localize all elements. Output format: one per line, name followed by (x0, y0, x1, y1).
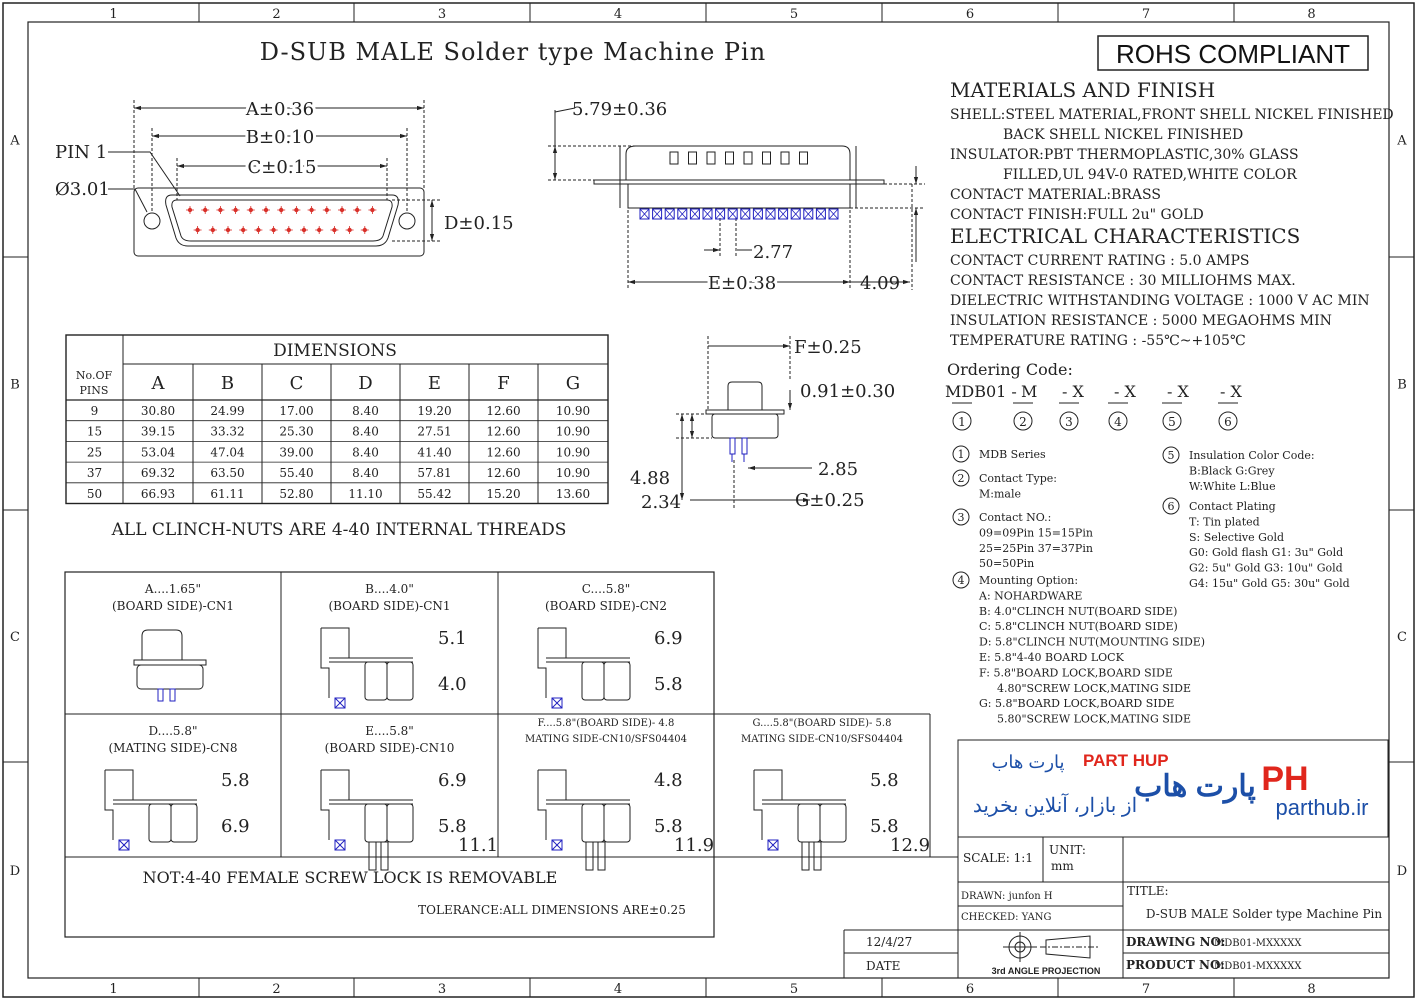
grid-col-bottom: 1 (109, 982, 118, 997)
code-part: - X (1167, 382, 1189, 401)
column-header: E (427, 373, 442, 394)
site-url: parthub.ir (1275, 795, 1369, 820)
option-num: 2 (957, 472, 965, 485)
table-cell: 8.40 (352, 466, 379, 481)
table-cell: 24.99 (210, 404, 245, 418)
grid-row-left: D (9, 864, 21, 879)
table-cell: 11.10 (348, 486, 383, 501)
option-dim: 4.0 (438, 674, 467, 695)
logo-fa: پارت هاب (1134, 770, 1256, 803)
option-sketch (754, 770, 846, 870)
grid-col-top: 1 (109, 7, 118, 22)
code-circle-num: 1 (958, 415, 966, 429)
option-line: E: 5.8"4-40 BOARD LOCK (979, 651, 1124, 664)
code-circle-num: 5 (1168, 415, 1176, 429)
table-cell: 25.30 (279, 424, 314, 439)
option-dim: 6.9 (438, 770, 467, 791)
rohs-label: ROHS COMPLIANT (1115, 39, 1351, 69)
mount-hole-left (144, 213, 160, 229)
table-cell: 69.32 (140, 466, 176, 481)
table-cell: 10.90 (555, 404, 591, 418)
table-cell: 9 (90, 404, 99, 418)
profile-flange (706, 410, 784, 414)
option-line: G2: 5u" Gold G3: 10u" Gold (1189, 561, 1343, 575)
option-line: Contact NO.: (979, 511, 1052, 524)
materials-line: FILLED,UL 94V-0 RATED,WHITE COLOR (1003, 167, 1297, 183)
table-cell: 63.50 (210, 466, 245, 481)
insulator-window (726, 152, 734, 164)
option-dim: 5.8 (870, 816, 899, 837)
materials-line: CONTACT MATERIAL:BRASS (950, 187, 1161, 203)
grid-row-left: C (10, 630, 20, 645)
brand-fa: پارت هاب (991, 752, 1065, 772)
table-cell: 8.40 (352, 424, 379, 439)
electrical-line: TEMPERATURE RATING : -55℃~+105℃ (950, 333, 1246, 349)
option-line: Contact Type: (979, 472, 1057, 485)
option-dim: 12.9 (890, 835, 931, 856)
table-cell: 39.00 (279, 445, 314, 460)
code-part: - X (1220, 382, 1242, 401)
option-sketch (321, 770, 413, 870)
product-no-label: PRODUCT NO: (1126, 958, 1225, 972)
column-header: A (151, 373, 165, 394)
option-subtitle: (BOARD SIDE)-CN10 (324, 741, 455, 755)
option-line: 5.80"SCREW LOCK,MATING SIDE (997, 712, 1191, 726)
option-line: MDB Series (979, 448, 1046, 461)
grid-col-bottom: 4 (613, 982, 623, 997)
ordering-options-right (1163, 447, 1350, 590)
insulator-window (763, 152, 771, 164)
table-cell: 13.60 (555, 486, 591, 501)
pins-header: No.OF (75, 369, 113, 382)
drawing-no: MDB01-MXXXXX (1214, 938, 1302, 949)
table-cell: 12.60 (486, 466, 521, 481)
dim-d-label: D±0.15 (444, 213, 514, 234)
option-line: 4.80"SCREW LOCK,MATING SIDE (997, 681, 1191, 695)
option-num: 5 (1167, 449, 1175, 462)
option-num: 6 (1167, 500, 1175, 513)
table-cell: 10.90 (555, 466, 591, 481)
option-title: D....5.8" (148, 724, 198, 738)
grid-row-left: B (10, 377, 20, 393)
option-dim: 11.1 (458, 835, 499, 856)
option-line: B:Black G:Grey (1189, 464, 1275, 478)
code-circle-num: 4 (1114, 415, 1122, 429)
option-dim: 5.8 (870, 770, 899, 791)
option-subtitle: MATING SIDE-CN10/SFS04404 (524, 734, 688, 745)
grid-col-bottom: 6 (965, 982, 975, 997)
grid-row-right: A (1397, 133, 1407, 149)
dim-234-label: 2.34 (641, 492, 682, 513)
grid-row-right: D (1396, 864, 1408, 879)
grid-row-left: A (10, 133, 20, 149)
code-part: - X (1114, 382, 1136, 401)
option-line: S: Selective Gold (1189, 530, 1285, 544)
dim-c-label: C±0.15 (247, 157, 317, 178)
option-line: T: Tin plated (1189, 515, 1260, 529)
option-line: G: 5.8"BOARD LOCK,BOARD SIDE (979, 697, 1175, 711)
table-cell: 19.20 (417, 404, 452, 418)
materials-line: SHELL:STEEL MATERIAL,FRONT SHELL NICKEL FINISHED (950, 107, 1394, 123)
code-part: MDB01 - (945, 382, 1017, 401)
insulator-window (800, 152, 808, 164)
electrical-line: CONTACT CURRENT RATING : 5.0 AMPS (950, 253, 1250, 269)
table-cell: 10.90 (555, 424, 591, 439)
table-cell: 10.90 (555, 445, 591, 460)
side-view (548, 108, 925, 290)
option-line: Insulation Color Code: (1189, 449, 1315, 462)
table-cell: 30.80 (140, 404, 176, 418)
option-line: C: 5.8"CLINCH NUT(BOARD SIDE) (979, 620, 1178, 634)
option-subtitle: (BOARD SIDE)-CN1 (328, 599, 451, 613)
insulator-window (781, 152, 789, 164)
projection-label: 3rd ANGLE PROJECTION (991, 966, 1101, 976)
grid-row-right: C (1397, 630, 1407, 645)
clinch-note: ALL CLINCH-NUTS ARE 4-40 INTERNAL THREADS (111, 520, 567, 540)
table-cell: 53.04 (140, 445, 176, 460)
code-part: - X (1062, 382, 1084, 401)
grid-col-bottom: 7 (1141, 982, 1151, 997)
option-dim: 5.8 (221, 770, 250, 791)
insulator-window (689, 152, 697, 164)
materials-line: INSULATOR:PBT THERMOPLASTIC,30% GLASS (950, 147, 1299, 163)
option-subtitle: (BOARD SIDE)-CN1 (111, 599, 235, 613)
option-dim: 6.9 (221, 816, 250, 837)
drawn-by: DRAWN: junfon H (961, 891, 1053, 902)
table-cell: 52.80 (279, 486, 314, 501)
table-cell: 17.00 (279, 404, 314, 418)
option-title: E....5.8" (365, 724, 414, 738)
table-cell: 8.40 (352, 404, 379, 418)
option-line: 25=25Pin 37=37Pin (979, 541, 1093, 555)
tolerance-note: TOLERANCE:ALL DIMENSIONS ARE±0.25 (418, 903, 686, 917)
table-cell: 39.15 (140, 424, 176, 439)
product-no: MDB01-MXXXXX (1214, 961, 1302, 972)
unit-value: mm (1051, 859, 1074, 873)
option-num: 4 (957, 574, 965, 587)
front-pin-field (186, 206, 376, 234)
column-header: G (565, 373, 581, 394)
option-sketch (105, 770, 197, 850)
option-line: A: NOHARDWARE (979, 589, 1083, 603)
code-circle-num: 3 (1065, 415, 1073, 429)
table-cell: 8.40 (352, 445, 379, 460)
option-title: C....5.8" (581, 582, 631, 596)
table-cell: 12.60 (486, 445, 521, 460)
option-sketch (538, 628, 630, 708)
front-shell (166, 195, 399, 246)
dimensions-table (66, 335, 608, 504)
dim-e-label: E±0.38 (707, 273, 777, 294)
table-cell: 12.60 (486, 404, 521, 418)
profile-shell (728, 382, 762, 410)
table-cell: 50 (86, 486, 103, 501)
option-line: M:male (979, 487, 1021, 501)
option-title: F....5.8"(BOARD SIDE)- 4.8 (537, 718, 675, 729)
parthub-watermark (958, 740, 1388, 837)
column-header: B (220, 373, 235, 394)
dim-409-label: 4.09 (860, 273, 901, 294)
grid-col-top: 5 (789, 7, 799, 22)
dim-a-label: A±0.36 (245, 99, 315, 120)
insulator-window (707, 152, 715, 164)
materials-heading: MATERIALS AND FINISH (950, 78, 1216, 102)
materials-line: BACK SHELL NICKEL FINISHED (1003, 127, 1244, 143)
table-cell: 15 (86, 424, 103, 439)
table-cell: 37 (86, 466, 103, 481)
side-flange (594, 180, 884, 184)
side-body (628, 184, 850, 208)
brand-en: PART HUP (1083, 751, 1169, 770)
option-num: 3 (957, 511, 965, 524)
ordering-code (945, 382, 1242, 430)
grid-col-top: 7 (1141, 7, 1151, 22)
code-part: M (1021, 382, 1038, 401)
title-value: D-SUB MALE Solder type Machine Pin (1145, 907, 1383, 921)
option-dim: 5.1 (438, 628, 467, 649)
option-line: D: 5.8"CLINCH NUT(MOUNTING SIDE) (979, 635, 1206, 649)
option-subtitle: MATING SIDE-CN10/SFS04404 (740, 734, 904, 745)
table-cell: 25 (86, 445, 103, 460)
footnote: NOT:4-40 FEMALE SCREW LOCK IS REMOVABLE (142, 868, 558, 887)
materials-line: CONTACT FINISH:FULL 2u" GOLD (950, 207, 1204, 223)
electrical-line: CONTACT RESISTANCE : 30 MILLIOHMS MAX. (950, 273, 1296, 289)
logo-ph: PH (1261, 760, 1309, 798)
mount-hole-right (399, 213, 415, 229)
option-subtitle: (MATING SIDE)-CN8 (108, 741, 238, 755)
side-insulator-windows (670, 152, 808, 164)
option-subtitle: (BOARD SIDE)-CN2 (544, 599, 668, 613)
column-header: F (497, 373, 510, 394)
electrical-heading: ELECTRICAL CHARACTERISTICS (950, 224, 1301, 248)
option-line: 50=50Pin (979, 557, 1035, 571)
table-cell: 55.42 (417, 486, 452, 501)
dim-285-label: 2.85 (818, 459, 859, 480)
electrical-line: DIELECTRIC WITHSTANDING VOLTAGE : 1000 V AC MIN (950, 293, 1370, 309)
table-cell: 41.40 (417, 445, 452, 460)
grid-col-bottom: 3 (437, 982, 447, 997)
column-header: D (358, 373, 373, 394)
side-shell (626, 146, 850, 180)
option-line: 09=09Pin 15=15Pin (979, 526, 1093, 540)
option-dim: 5.8 (654, 674, 683, 695)
grid-col-bottom: 8 (1307, 982, 1316, 997)
option-line: G4: 15u" Gold G5: 30u" Gold (1189, 577, 1350, 590)
profile-view (676, 336, 812, 508)
dim-g-label: G±0.25 (795, 490, 865, 511)
option-title: G....5.8"(BOARD SIDE)- 5.8 (752, 718, 892, 729)
insulator-window (744, 152, 752, 164)
table-cell: 33.32 (210, 424, 245, 439)
dim-277-label: 2.77 (753, 242, 794, 263)
option-title: B....4.0" (365, 582, 414, 596)
option-sketch (134, 630, 206, 701)
option-line: F: 5.8"BOARD LOCK,BOARD SIDE (979, 666, 1173, 680)
materials-list (950, 107, 1394, 223)
table-cell: 27.51 (417, 424, 452, 439)
option-sketch (321, 628, 413, 708)
option-dim: 6.9 (654, 628, 683, 649)
dim-091-label: 0.91±0.30 (800, 381, 896, 402)
option-sketch (538, 770, 630, 870)
code-circle-num: 6 (1224, 415, 1232, 429)
grid-col-bottom: 2 (272, 982, 281, 997)
option-line: Contact Plating (1189, 500, 1276, 513)
grid-col-top: 3 (437, 7, 447, 22)
scale-label: SCALE: 1:1 (963, 851, 1033, 865)
side-pin-row (640, 209, 838, 219)
table-cell: 57.81 (417, 466, 452, 481)
dim-b-label: B±0.10 (245, 127, 315, 148)
table-cell: 15.20 (486, 486, 521, 501)
grid-col-top: 8 (1307, 7, 1316, 22)
ordering-heading: Ordering Code: (947, 360, 1073, 379)
grid-row-right: B (1397, 377, 1407, 393)
option-dim: 11.9 (674, 835, 715, 856)
date-label: DATE (866, 959, 901, 973)
unit-label: UNIT: (1049, 843, 1086, 857)
dimensions-title: DIMENSIONS (273, 341, 397, 361)
code-circle-num: 2 (1019, 415, 1027, 429)
grid-col-top: 6 (965, 7, 975, 22)
dim-488-label: 4.88 (630, 468, 671, 489)
option-dim: 4.8 (654, 770, 683, 791)
hole-label: Ø3.01 (55, 179, 110, 200)
option-line: G0: Gold flash G1: 3u" Gold (1189, 546, 1344, 560)
profile-body (712, 414, 778, 438)
option-dim: 5.8 (438, 816, 467, 837)
table-cell: 55.40 (279, 466, 314, 481)
grid-col-top: 4 (613, 7, 623, 22)
drawing-title: D-SUB MALE Solder type Machine Pin (259, 38, 767, 66)
insulator-window (670, 152, 678, 164)
electrical-line: INSULATION RESISTANCE : 5000 MEGAOHMS MIN (950, 313, 1332, 329)
table-cell: 61.11 (210, 486, 245, 501)
option-line: Mounting Option: (979, 574, 1079, 587)
option-line: B: 4.0"CLINCH NUT(BOARD SIDE) (979, 604, 1178, 618)
slogan-fa: از بازار، آنلاین بخرید (972, 795, 1138, 817)
option-num: 1 (957, 448, 965, 461)
checked-by: CHECKED: YANG (961, 912, 1052, 923)
date-value: 12/4/27 (866, 935, 913, 949)
table-cell: 66.93 (140, 486, 176, 501)
drawing-no-label: DRAWING NO: (1126, 935, 1226, 949)
profile-pins (730, 438, 747, 462)
pins-header: PINS (79, 384, 109, 397)
option-dim: 5.8 (654, 816, 683, 837)
title-label: TITLE: (1127, 884, 1169, 898)
option-title: A....1.65" (144, 582, 202, 596)
table-cell: 12.60 (486, 424, 521, 439)
option-line: W:White L:Blue (1189, 479, 1276, 493)
grid-col-bottom: 5 (789, 982, 799, 997)
dim-f-label: F±0.25 (794, 337, 862, 358)
pin1-label: PIN 1 (55, 142, 108, 163)
dim-579-label: 5.79±0.36 (572, 99, 668, 120)
electrical-list (950, 253, 1370, 349)
table-cell: 47.04 (210, 445, 245, 460)
ordering-options-left (953, 446, 1205, 726)
column-header: C (289, 373, 304, 394)
grid-col-top: 2 (272, 7, 281, 22)
